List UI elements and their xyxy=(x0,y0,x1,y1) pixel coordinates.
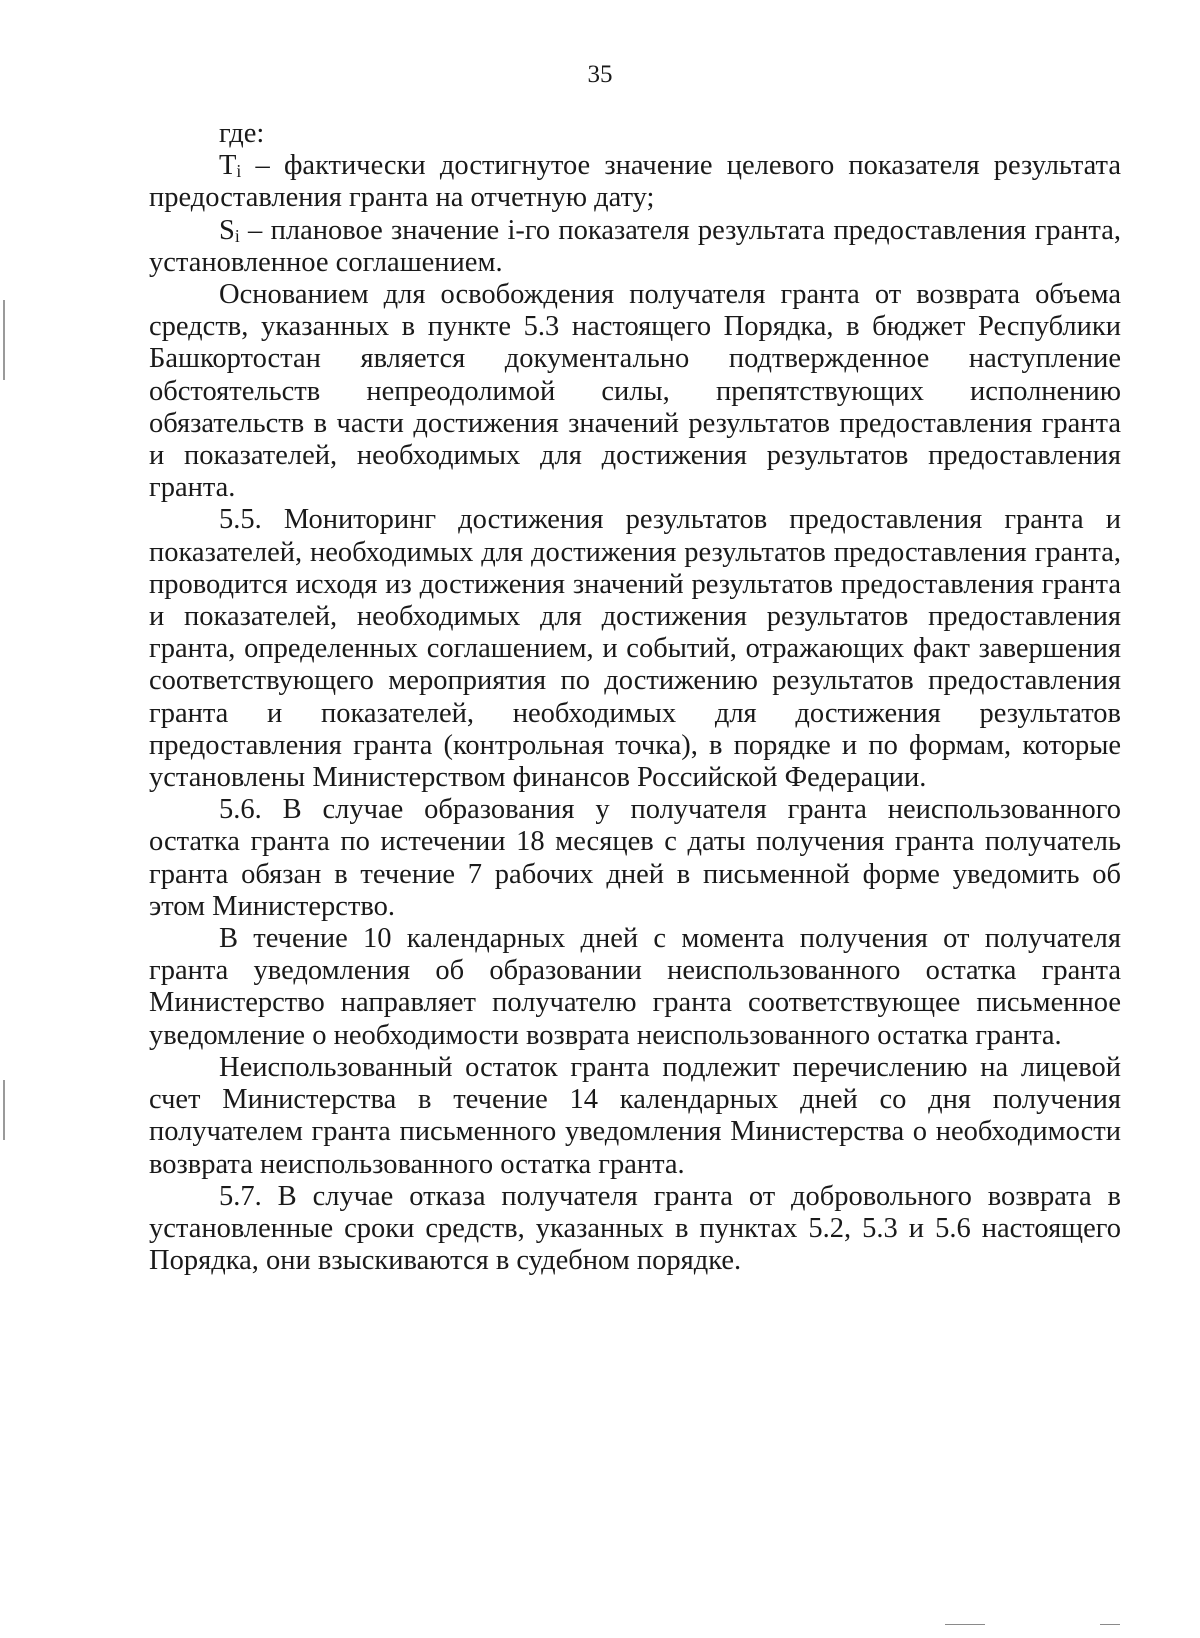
paragraph-ti-definition xyxy=(149,150,1121,214)
variable-t: T xyxy=(219,150,237,182)
paragraph-5-5: 5.5. Мониторинг достижения результатов предоставления гранта и показателей, необходимых для достижения результатов предоставления гранта, проводится исходя из достижения значений результатов предоставления гранта и показателей, необходимых для достижения результатов предоставления гранта, определенных соглашением, и событий, отражающих факт завершения соответствующего мероприятия по достижению результатов предоставления гранта и показателей, необходимых для достижения результатов предоставления гранта (контрольная точка), в порядке и по формам, которые установлены Министерством финансов Российской Федерации. xyxy=(149,504,1121,794)
paragraph-exemption-grounds: Основанием для освобождения получателя гранта от возврата объема средств, указанных в пункте 5.3 настоящего Порядка, в бюджет Республики Башкортостан является документально подтвержденное наступление обстоятельств непреодолимой силы, препятствующих исполнению обязательств в части достижения значений результатов предоставления гранта и показателей, необходимых для достижения результатов предоставления гранта. xyxy=(149,279,1121,504)
scan-bottom-mark xyxy=(945,1624,985,1625)
variable-s: S xyxy=(219,214,235,246)
page-number: 35 xyxy=(587,61,613,88)
paragraph-5-6: 5.6. В случае образования у получателя гранта неиспользованного остатка гранта по истечении 18 месяцев с даты получения гранта получатель гранта обязан в течение 7 рабочих дней в письменной форме уведомить об этом Министерство. xyxy=(149,794,1121,922)
paragraph-5-7: 5.7. В случае отказа получателя гранта от добровольного возврата в установленные сроки средств, указанных в пунктах 5.2, 5.3 и 5.6 настоящего Порядка, они взыскиваются в судебном порядке. xyxy=(149,1180,1121,1277)
scan-edge-mark xyxy=(3,1080,5,1140)
scan-edge-mark xyxy=(3,300,5,380)
paragraph-si-definition xyxy=(149,215,1121,279)
si-definition-text: – плановое значение i-го показателя результата предоставления гранта, установленное соглашением. xyxy=(149,214,1121,278)
subscript-i: i xyxy=(234,225,240,246)
paragraph-transfer: Неиспользованный остаток гранта подлежит перечислению на лицевой счет Министерства в течение 14 календарных дней со дня получения получателем гранта письменного уведомления Министерства о необходимости возврата неиспользованного остатка гранта. xyxy=(149,1051,1121,1180)
paragraph-notification: В течение 10 календарных дней с момента получения от получателя гранта уведомления об образовании неиспользованного остатка гранта Министерство направляет получателю гранта соответствующее письменное уведомление о необходимости возврата неиспользованного остатка гранта. xyxy=(149,923,1121,1051)
ti-definition-text: – фактически достигнутое значение целевого показателя результата предоставления гранта на отчетную дату; xyxy=(149,150,1121,214)
subscript-i: i xyxy=(236,161,242,182)
scan-bottom-mark xyxy=(1100,1624,1120,1625)
paragraph-where: где: xyxy=(219,118,265,149)
document-body xyxy=(149,118,1121,1277)
